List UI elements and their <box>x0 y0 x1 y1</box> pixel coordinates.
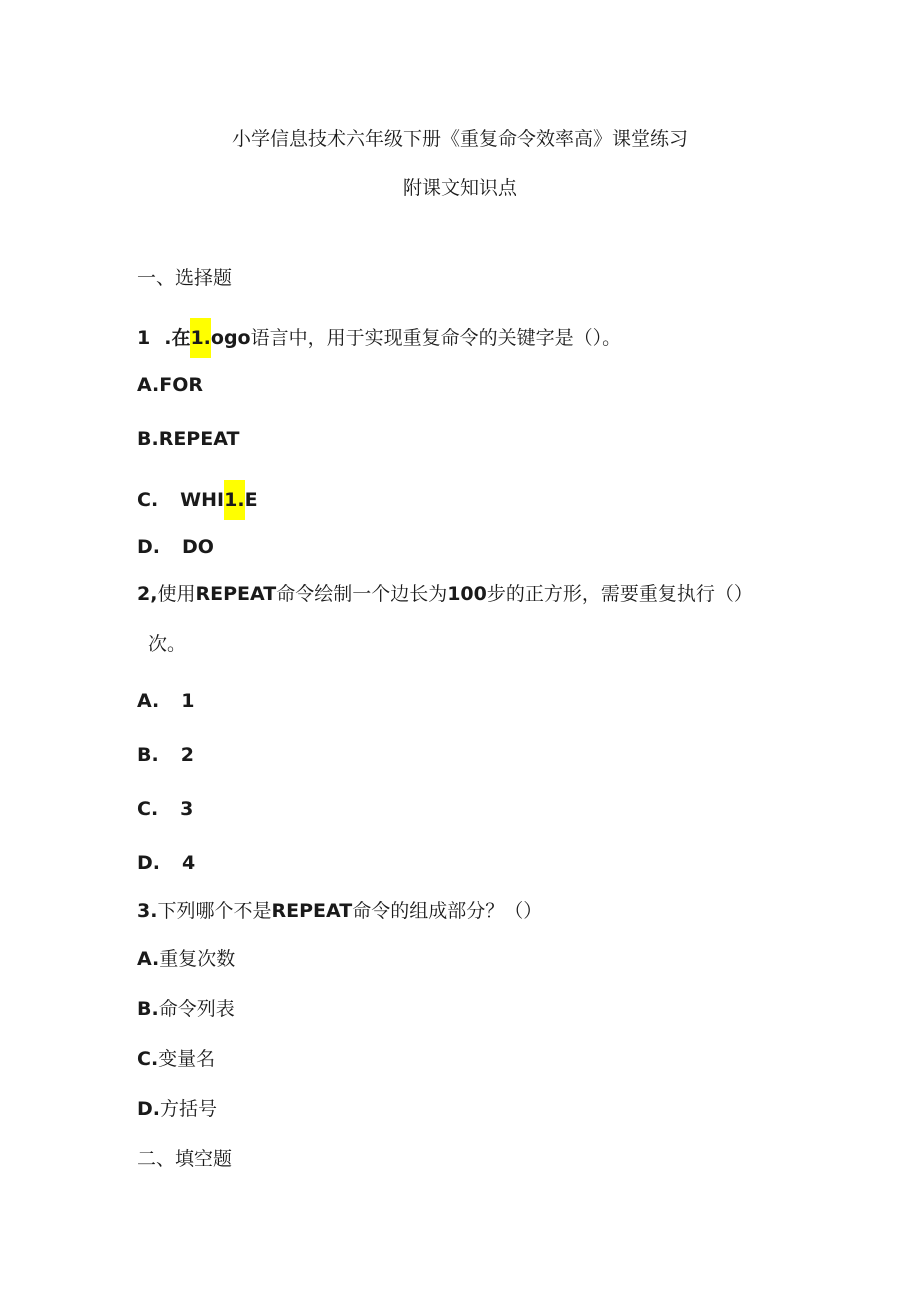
section-heading-fill-blank: 二、填空题 <box>137 1148 233 1170</box>
option-d <box>137 1096 217 1122</box>
option-a: A.FOR <box>137 374 204 396</box>
option-label: C. <box>137 1048 159 1070</box>
option-c <box>137 480 258 520</box>
highlight-mark: 1. <box>190 318 210 358</box>
option-text: E <box>244 489 258 511</box>
question-text: 命令绘制一个边长为 <box>276 583 448 605</box>
option-label: B. <box>137 744 159 766</box>
question-2 <box>137 581 753 607</box>
option-b <box>137 996 235 1022</box>
option-c <box>137 796 193 822</box>
keyword: REPEAT <box>195 583 277 605</box>
question-number: 1 <box>137 327 151 349</box>
question-2-continuation: 次。 <box>148 633 187 655</box>
question-3 <box>137 898 542 924</box>
option-d <box>137 850 195 876</box>
option-text: DO <box>182 536 214 558</box>
option-text: 变量名 <box>158 1048 216 1070</box>
option-label: C. <box>137 489 159 511</box>
document-title: 小学信息技术六年级下册《重复命令效率高》课堂练习 <box>231 128 688 150</box>
question-text: .在 <box>164 327 191 349</box>
option-value: 1 <box>181 690 195 712</box>
option-value: 4 <box>182 852 196 874</box>
option-b: B.REPEAT <box>137 428 240 450</box>
keyword: 100 <box>447 583 487 605</box>
option-text: WHI <box>180 489 225 511</box>
highlight-mark: 1. <box>224 480 244 520</box>
option-text: 重复次数 <box>159 948 236 970</box>
option-b <box>137 742 194 768</box>
question-1 <box>137 318 621 358</box>
option-d <box>137 534 214 560</box>
question-number: 3. <box>137 900 158 922</box>
option-value: 3 <box>180 798 194 820</box>
option-value: 2 <box>180 744 194 766</box>
option-label: A. <box>137 948 160 970</box>
option-c <box>137 1046 215 1072</box>
option-text: 命令列表 <box>158 998 235 1020</box>
question-text: 语言中，用于实现重复命令的关键字是（）。 <box>250 327 622 349</box>
question-text: 命令的组成部分？（） <box>352 900 543 922</box>
option-label: D. <box>137 852 160 874</box>
section-heading-choice: 一、选择题 <box>137 267 233 289</box>
option-a <box>137 946 235 972</box>
option-text: 方括号 <box>160 1098 218 1120</box>
question-number: 2, <box>137 583 158 605</box>
keyword: REPEAT <box>271 900 353 922</box>
option-label: A. <box>137 690 160 712</box>
document-subtitle: 附课文知识点 <box>402 177 517 199</box>
option-a <box>137 688 195 714</box>
option-label: B. <box>137 998 159 1020</box>
question-text: 使用 <box>157 583 196 605</box>
option-label: C. <box>137 798 159 820</box>
question-text: 下列哪个不是 <box>157 900 272 922</box>
keyword: ogo <box>210 327 251 349</box>
option-label: D. <box>137 536 160 558</box>
option-label: D. <box>137 1098 160 1120</box>
question-text: 步的正方形，需要重复执行（） <box>486 583 753 605</box>
